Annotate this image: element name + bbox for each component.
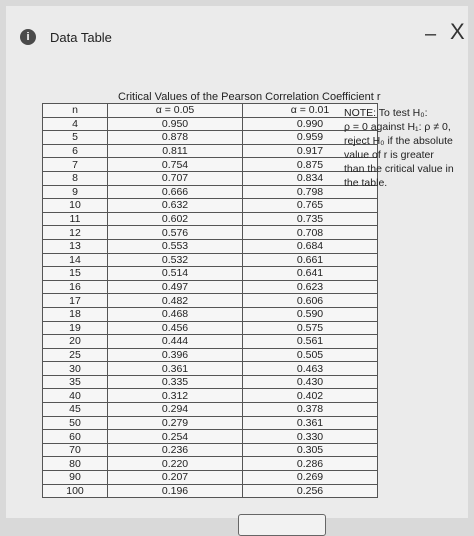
close-button[interactable]: X [450, 19, 465, 44]
cell-alpha-001: 0.735 [243, 212, 378, 226]
cell-alpha-001: 0.798 [243, 185, 378, 199]
table-row [43, 158, 378, 172]
cell-n: 10 [43, 199, 108, 213]
cell-alpha-001: 0.641 [243, 267, 378, 281]
cell-n: 19 [43, 321, 108, 335]
data-table-dialog [6, 6, 468, 518]
cell-alpha-001: 0.256 [243, 484, 378, 498]
cell-alpha-005: 0.279 [108, 416, 243, 430]
cell-alpha-005: 0.707 [108, 171, 243, 185]
note-line: than the critical value in [344, 163, 454, 175]
cell-alpha-005: 0.444 [108, 335, 243, 349]
cell-n: 45 [43, 403, 108, 417]
cell-alpha-005: 0.335 [108, 375, 243, 389]
cell-alpha-005: 0.396 [108, 348, 243, 362]
note-line: reject H₀ if the absolute [344, 135, 453, 147]
title-bar [6, 6, 468, 62]
table-row [43, 335, 378, 349]
cell-alpha-005: 0.236 [108, 443, 243, 457]
cell-alpha-001: 0.606 [243, 294, 378, 308]
cell-alpha-005: 0.361 [108, 362, 243, 376]
cell-alpha-005: 0.532 [108, 253, 243, 267]
note-line: NOTE: To test H₀: [344, 107, 428, 119]
cell-alpha-001: 0.959 [243, 131, 378, 145]
cell-n: 35 [43, 375, 108, 389]
cell-alpha-001: 0.708 [243, 226, 378, 240]
cell-alpha-001: 0.575 [243, 321, 378, 335]
cell-alpha-005: 0.878 [108, 131, 243, 145]
cell-alpha-005: 0.576 [108, 226, 243, 240]
cell-alpha-001: 0.990 [243, 117, 378, 131]
note-line: the table. [344, 177, 388, 189]
info-icon: i [20, 29, 36, 45]
cell-alpha-001: 0.463 [243, 362, 378, 376]
cell-alpha-005: 0.950 [108, 117, 243, 131]
cell-n: 25 [43, 348, 108, 362]
cell-n: 7 [43, 158, 108, 172]
table-row [43, 199, 378, 213]
table-row [43, 171, 378, 185]
table-row [43, 226, 378, 240]
table-row [43, 117, 378, 131]
cell-alpha-001: 0.834 [243, 171, 378, 185]
cell-alpha-001: 0.561 [243, 335, 378, 349]
table-row [43, 253, 378, 267]
cell-n: 12 [43, 226, 108, 240]
cell-alpha-005: 0.811 [108, 144, 243, 158]
table-row [43, 144, 378, 158]
table-row [43, 307, 378, 321]
table-body [43, 117, 378, 498]
critical-values-table [42, 103, 378, 498]
table-row [43, 239, 378, 253]
cell-n: 11 [43, 212, 108, 226]
column-header-alpha-005: α = 0.05 [108, 104, 243, 118]
cell-alpha-005: 0.632 [108, 199, 243, 213]
cell-alpha-001: 0.661 [243, 253, 378, 267]
table-row [43, 212, 378, 226]
table-row [43, 375, 378, 389]
cell-alpha-001: 0.590 [243, 307, 378, 321]
cell-alpha-005: 0.754 [108, 158, 243, 172]
cell-alpha-001: 0.330 [243, 430, 378, 444]
table-row [43, 131, 378, 145]
table-caption: Critical Values of the Pearson Correlation Coefficient r [118, 91, 381, 103]
cell-alpha-001: 0.402 [243, 389, 378, 403]
cell-n: 15 [43, 267, 108, 281]
cell-n: 18 [43, 307, 108, 321]
cell-alpha-005: 0.514 [108, 267, 243, 281]
cell-alpha-005: 0.666 [108, 185, 243, 199]
cell-n: 17 [43, 294, 108, 308]
cell-n: 20 [43, 335, 108, 349]
table-row [43, 471, 378, 485]
cell-alpha-005: 0.602 [108, 212, 243, 226]
table-row [43, 430, 378, 444]
cell-n: 80 [43, 457, 108, 471]
cell-alpha-005: 0.456 [108, 321, 243, 335]
table-row [43, 348, 378, 362]
cell-n: 60 [43, 430, 108, 444]
cell-n: 5 [43, 131, 108, 145]
dialog-title: Data Table [50, 30, 112, 45]
cell-n: 90 [43, 471, 108, 485]
table-row [43, 416, 378, 430]
cell-n: 16 [43, 280, 108, 294]
table-row [43, 185, 378, 199]
cell-n: 6 [43, 144, 108, 158]
cell-n: 70 [43, 443, 108, 457]
table-row [43, 267, 378, 281]
table-row [43, 294, 378, 308]
table-row [43, 484, 378, 498]
cell-alpha-005: 0.220 [108, 457, 243, 471]
cell-alpha-005: 0.196 [108, 484, 243, 498]
cell-alpha-001: 0.305 [243, 443, 378, 457]
cell-alpha-001: 0.269 [243, 471, 378, 485]
table-row [43, 280, 378, 294]
cell-n: 100 [43, 484, 108, 498]
cell-alpha-005: 0.497 [108, 280, 243, 294]
cell-alpha-005: 0.468 [108, 307, 243, 321]
minimize-button[interactable]: – [425, 23, 437, 45]
column-header-alpha-001: α = 0.01 [243, 104, 378, 118]
table-row [43, 389, 378, 403]
cell-alpha-001: 0.286 [243, 457, 378, 471]
column-header-n: n [43, 104, 108, 118]
table-row [43, 362, 378, 376]
note-line: ρ = 0 against H₁: ρ ≠ 0, [344, 121, 451, 133]
cell-alpha-005: 0.312 [108, 389, 243, 403]
cell-alpha-005: 0.207 [108, 471, 243, 485]
cell-alpha-001: 0.361 [243, 416, 378, 430]
cell-alpha-001: 0.684 [243, 239, 378, 253]
cell-n: 30 [43, 362, 108, 376]
table-row [43, 457, 378, 471]
cell-alpha-005: 0.294 [108, 403, 243, 417]
table-row [43, 443, 378, 457]
cell-n: 4 [43, 117, 108, 131]
note-text [344, 106, 468, 190]
cell-alpha-001: 0.917 [243, 144, 378, 158]
cell-alpha-005: 0.254 [108, 430, 243, 444]
cell-n: 9 [43, 185, 108, 199]
table-header-row [43, 104, 378, 118]
cell-alpha-001: 0.505 [243, 348, 378, 362]
cell-alpha-001: 0.875 [243, 158, 378, 172]
cell-alpha-001: 0.430 [243, 375, 378, 389]
cell-alpha-001: 0.765 [243, 199, 378, 213]
cell-n: 50 [43, 416, 108, 430]
cell-n: 40 [43, 389, 108, 403]
note-line: value of r is greater [344, 149, 434, 161]
cell-n: 8 [43, 171, 108, 185]
cell-n: 14 [43, 253, 108, 267]
cell-alpha-005: 0.482 [108, 294, 243, 308]
close-dialog-button[interactable] [238, 514, 326, 536]
table-row [43, 321, 378, 335]
cell-alpha-001: 0.623 [243, 280, 378, 294]
cell-n: 13 [43, 239, 108, 253]
cell-alpha-005: 0.553 [108, 239, 243, 253]
table-row [43, 403, 378, 417]
cell-alpha-001: 0.378 [243, 403, 378, 417]
